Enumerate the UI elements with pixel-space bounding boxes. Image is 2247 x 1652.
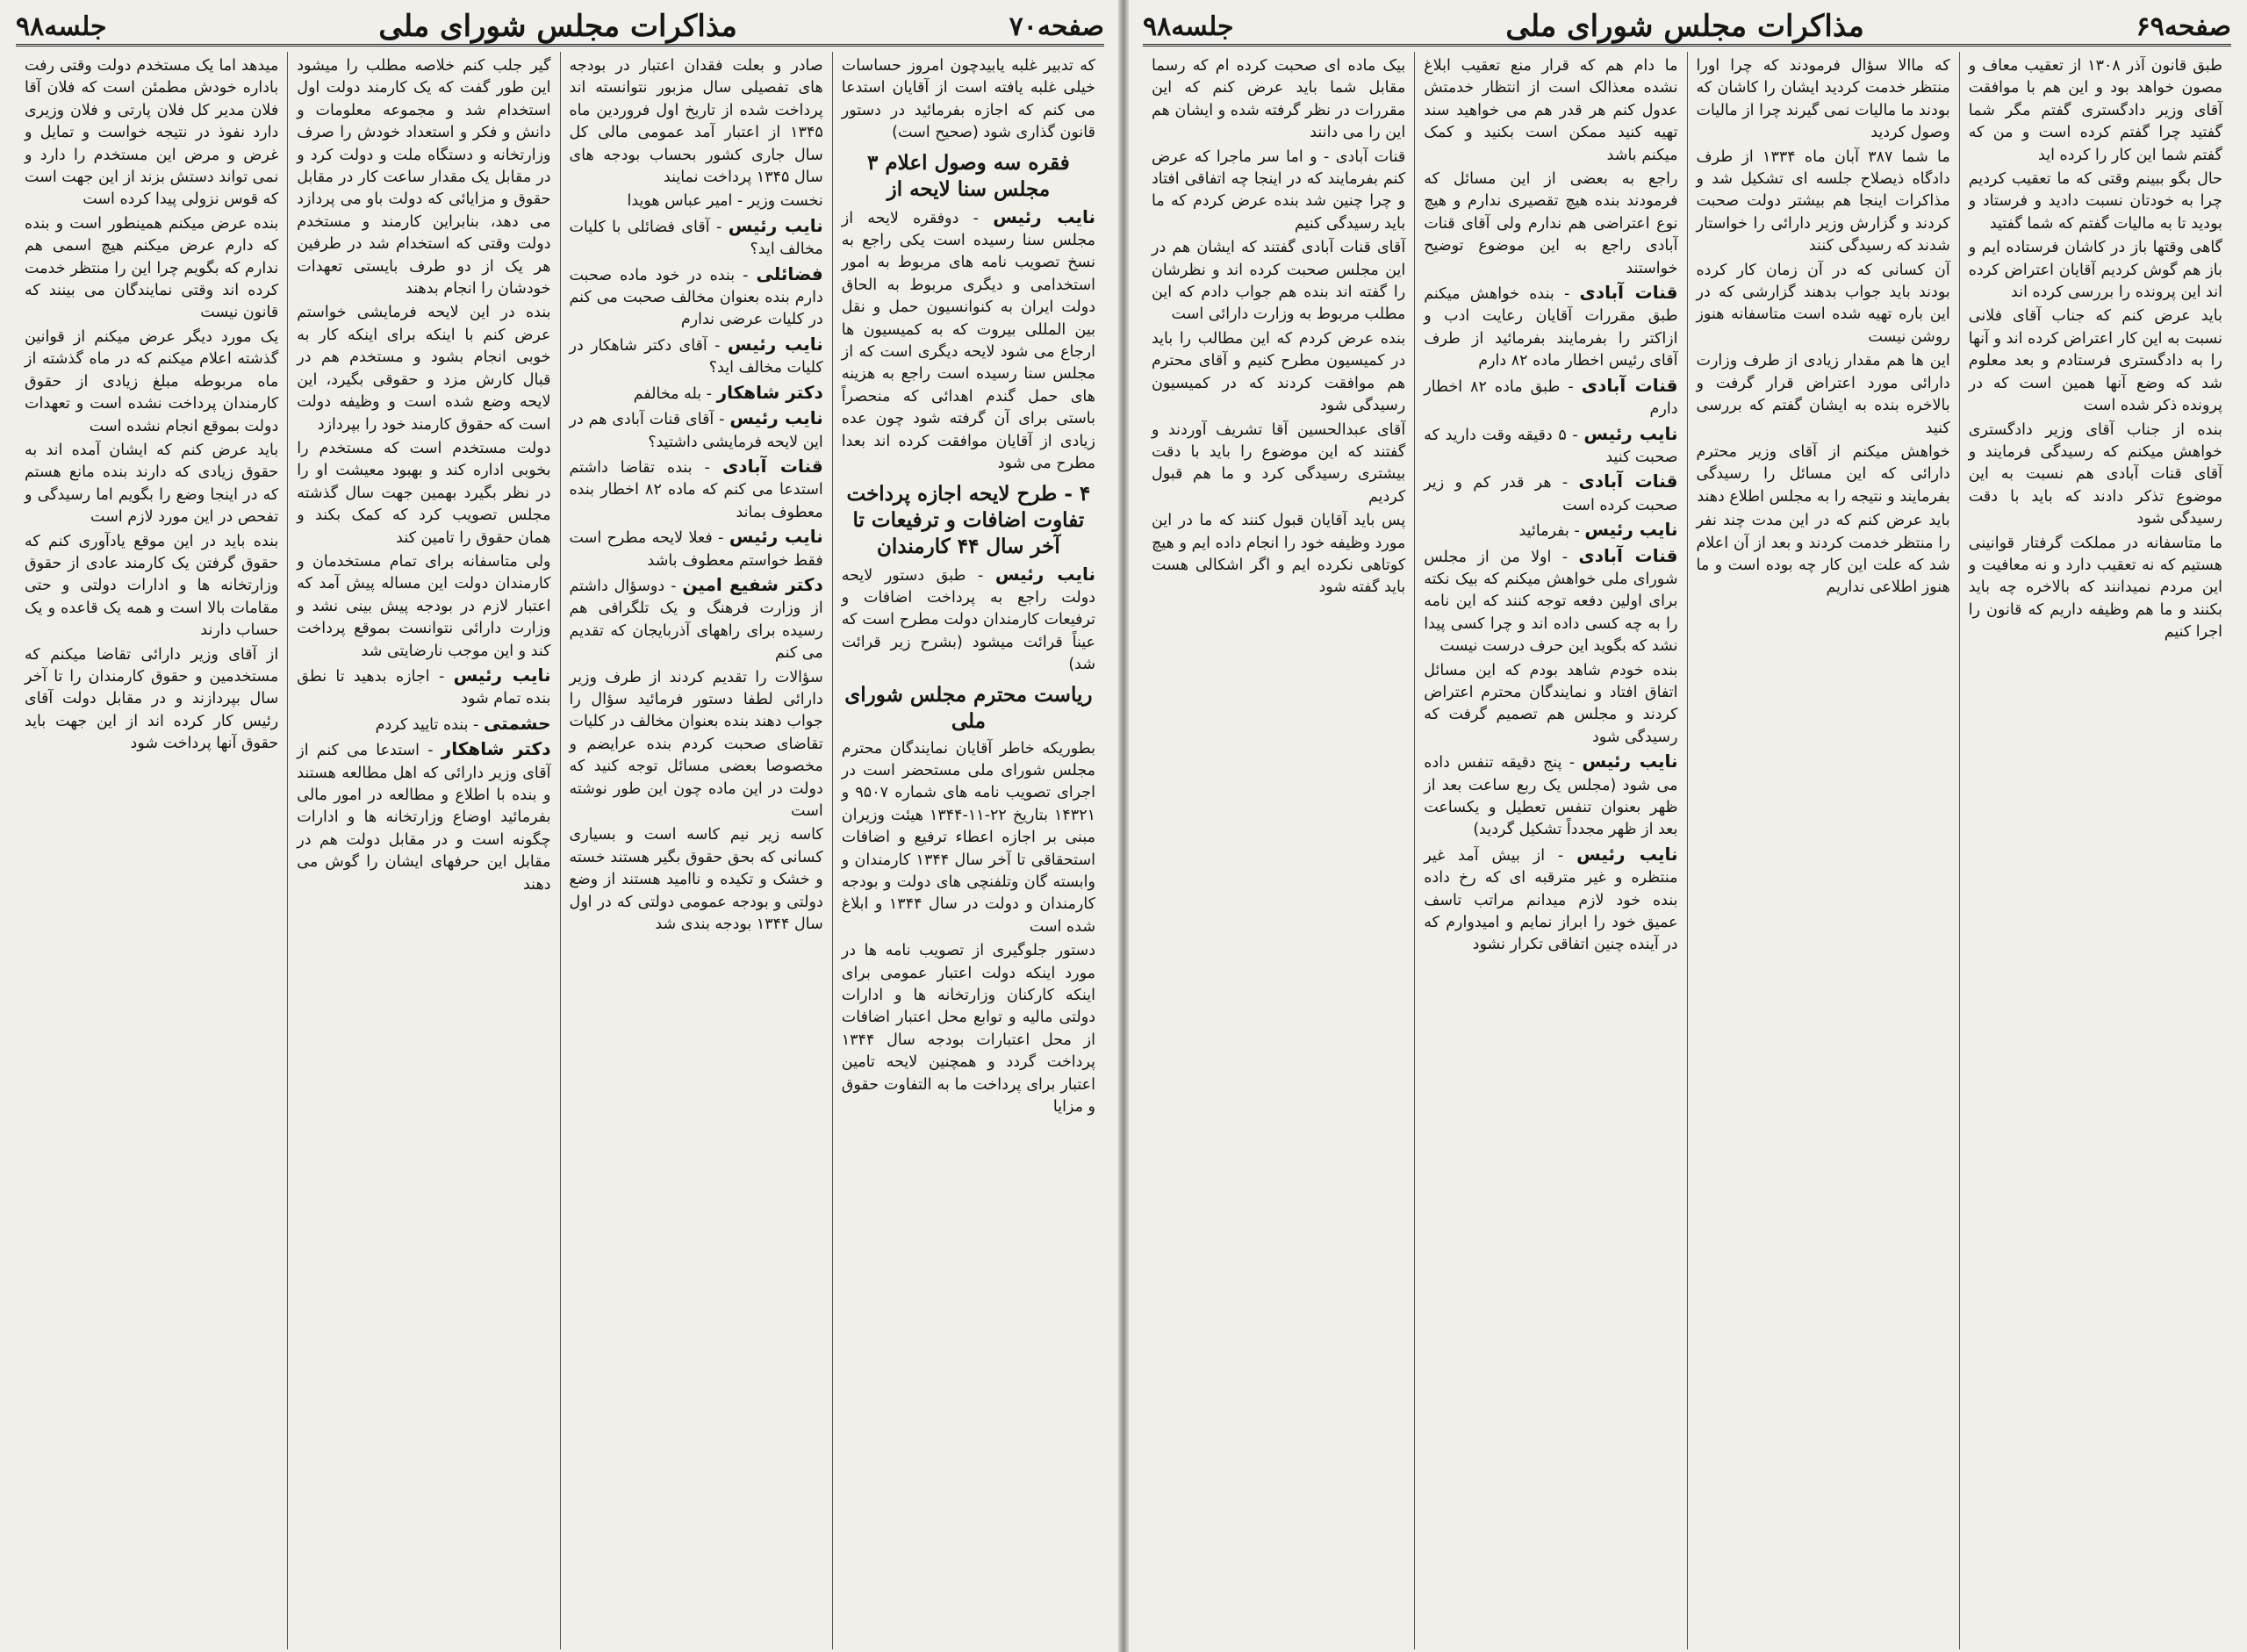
speech-text: - بفرمائید (1518, 522, 1580, 541)
paragraph: گاهی وقتها باز در کاشان فرستاده ایم و باز هم گوش کردیم آقایان اعتراض کرده اند این پرونده را بررسی کرده اند (1968, 239, 2222, 302)
left-column-4 (16, 52, 287, 1649)
paragraph: ما متاسفانه در مملکت گرفتار قوانینی هستیم که نه تعقیب دارد و نه معافیت و این مردم نمیدانند که بالاخره چه باید بکنند و ما هم وظیفه داریم که قانون را اجرا کنیم (1968, 534, 2222, 642)
speech (570, 526, 823, 572)
speaker-name: نایب رئیس (453, 664, 551, 686)
speech (570, 382, 823, 406)
speech-text: - آقای دکتر شاهکار در کلیات مخالف اید؟ (569, 336, 823, 377)
speech (570, 215, 823, 262)
speaker-name: دکتر شاهکار (716, 381, 823, 403)
right-page-header (1143, 9, 2231, 47)
left-column-1 (832, 52, 1104, 1649)
speech (1424, 470, 1677, 517)
speech-text: - طبق ماده ۸۲ اخطار دارم (1424, 377, 1678, 419)
speech-text: - آقای فضائلی با کلیات مخالف اید؟ (569, 218, 823, 259)
paragraph: بنده از جناب آقای وزیر دادگستری خواهش میکنم که رسیدگی فرمایند و آقای قنات آبادی هم نسبت به این موضوع تذکر دادند که باید با دقت رسیدگی شود (1968, 420, 2222, 528)
speech-text: - طبق دستور لایحه دولت راجع به پرداخت اضافات و ترفیعات کارمندان دولت مطرح است که عیناً قرائت میشود (بشرح زیر قرائت شد) (841, 566, 1095, 674)
speech (1424, 844, 1677, 957)
paragraph: از آقای وزیر دارائی تقاضا میکنم که مستخدمین و حقوق کارمندان را تا آخر سال بپردازند و در مقابل دولت آقای رئیس کار کرده اند از این جهت باید حقوق آنها پرداخت شود (25, 645, 279, 753)
speech-text: - بنده در خود ماده صحبت دارم بنده بعنوان مخالف صحبت می کنم در کلیات عرضی ندارم (569, 266, 823, 329)
speaker-name: نایب رئیس (994, 563, 1095, 585)
speech-text: - دوفقره لایحه از مجلس سنا رسیده است یکی راجع به نسخ تصویب نامه های مربوط به امور استخدامی و دیگری مربوط به الحاق دولت ایران به کنوانسیون حمل و نقل بین المللی بیروت که به کمیسیون ها ارجاع می شود لایحه دیگری است که از مجلس سنا رسیده است راجع به هزینه های حمل گندم اهدائی که منحصراً باستی برای آن گرفته شود چون عده زیادی از آقایان موافقت کرده اند بعدا مطرح می شود (841, 209, 1095, 473)
left-columns (16, 52, 1104, 1649)
speech-text: - آقای قنات آبادی هم در این لایحه فرمایشی داشتید؟ (569, 411, 823, 451)
signature-line: نخست وزیر - امیر عباس هویدا (627, 192, 823, 211)
paragraph: راجع به بعضی از این مسائل که فرمودند بنده هیچ تقصیری ندارم و هیچ نوع اعتراضی هم ندارم ولی آقای قنات آبادی راجع به این موضوع توضیح خواستند (1424, 170, 1678, 277)
speech-text: - بنده تقاضا داشتم استدعا می کنم که ماده ۸۲ اخطار بنده معطوف بماند (569, 458, 823, 521)
paragraph: ولی متاسفانه برای تمام مستخدمان و کارمندان دولت این مساله پیش آمد که اعتبار لازم در بودجه پیش بینی نشد و وزارت دارائی نتوانست بموقع پرداخت کند و این موجب نارضایتی شد (297, 552, 551, 660)
paragraph: حال بگو ببینم وقتی که ما تعقیب کردیم چرا به خودتان نسبت دادید و فرستاد و بودید تا به مالیات گفتم که شما گفتید (1968, 170, 2222, 233)
left-page-title: مذاکرات مجلس شورای ملی (378, 9, 737, 44)
paragraph: صادر و بعلت فقدان اعتبار در بودجه های تفصیلی سال مزبور نتوانسته اند پرداخت شده از تاریخ اول فروردین ماه ۱۳۴۵ از اعتبار آمد عمومی مالی کل سال جاری کشور بحساب بودجه های سال ۱۳۴۵ پرداخت نمایند (569, 57, 823, 187)
right-column-1 (1959, 52, 2231, 1649)
paragraph: یک مورد دیگر عرض میکنم از قوانین گذشته اعلام میکنم که در ماه گذشته از ماه مربوطه مبلغ زیادی از حقوق کارمندان پرداخت نشده است و تعهدات دولت بموقع انجام نشده است (25, 327, 279, 435)
paragraph: پس باید آقایان قبول کنند که ما در این مورد وظیفه خود را انجام داده ایم و هیچ کوتاهی نکرده ایم و اگر اشکالی هست باید گفته شود (1152, 512, 1406, 597)
speech (1424, 375, 1677, 421)
speech-text: - ۵ دقیقه وقت دارید که صحبت کنید (1424, 426, 1678, 466)
speech (1424, 751, 1677, 842)
speech (842, 564, 1095, 677)
speech (570, 334, 823, 380)
speech (570, 263, 823, 332)
speech (570, 456, 823, 524)
speech (297, 738, 550, 896)
speech (570, 407, 823, 454)
right-page-title: مذاکرات مجلس شورای ملی (1505, 9, 1864, 44)
paragraph: بنده عرض میکنم همینطور است و بنده که دارم عرض میکنم هیچ اسمی هم ندارم که بگویم چرا این را منتظر خدمت کرده اند وقتی نمایندگان می بینند که قانون نیست (25, 214, 279, 322)
left-session-label: جلسه۹۸ (16, 11, 107, 42)
speaker-name: قنات آبادی (1581, 374, 1678, 396)
speech-text: - پنج دقیقه تنفس داده می شود (مجلس یک ربع ساعت بعد از ظهر بعنوان تنفس تعطیل و یکساعت بعد از ظهر مجدداً تشکیل گردید) (1424, 754, 1678, 839)
paragraph: باید عرض کنم که جناب آقای فلانی نسبت به این کار اعتراض کرده اند و آنها را به دادگستری فرستادم و بعد معلوم شد که وضع آنها همین است که در پرونده ذکر شده است (1968, 307, 2222, 415)
speaker-name: قنات آبادی (1579, 282, 1678, 304)
paragraph: بنده در این لایحه فرمایشی خواستم عرض کنم با اینکه برای اینکه کار به خوبی انجام بشود و مستخدم هم در قبال کارش مزد و حقوقی بگیرد، این لایحه وضع شده است و وظیفه دولت است که حقوق کارمند خود را بپردازد (297, 304, 551, 434)
speaker-name: نایب رئیس (729, 526, 823, 548)
paragraph: این ها هم مقدار زیادی از طرف وزارت دارائی مورد اعتراض قرار گرفت و بالاخره بنده به ایشان گفتم که بررسی کنید (1696, 352, 1950, 437)
speaker-name: قنات آبادی (1578, 470, 1678, 492)
right-column-4 (1143, 52, 1414, 1649)
paragraph: باید عرض کنم که در این مدت چند نفر را منتظر خدمت کردند و بعد از آن اعلام شد که علت این کار چه بوده است و ما هنوز اطلاعی نداریم (1696, 512, 1950, 597)
paragraph: آن کسانی که در آن زمان کار کرده بودند باید جواب بدهند گزارشی که در این باره تهیه شده است متاسفانه هنوز روشن نیست (1696, 261, 1950, 346)
speech (842, 206, 1095, 476)
speaker-name: نایب رئیس (728, 214, 823, 236)
paragraph: بنده خودم شاهد بودم که این مسائل اتفاق افتاد و نمایندگان محترم اعتراض کردند و مجلس هم تصمیم گرفت که رسیدگی شود (1424, 661, 1678, 746)
speaker-name: نایب رئیس (1584, 519, 1678, 541)
section-heading: فقره سه وصول اعلام ۳ مجلس سنا لایحه از (867, 150, 1070, 201)
paragraph: آقای قنات آبادی گفتند که ایشان هم در این مجلس صحبت کرده اند و نظرشان را گفته اند بنده هم جواب دادم که این مطلب مربوط به وزارت دارائی است (1152, 239, 1406, 324)
speech (1424, 519, 1677, 542)
right-page (1125, 0, 2247, 1652)
speech-text: - بنده خواهش میکنم طبق مقررات آقایان رعایت ادب و ازاکتر را بفرمایند بفرمائید از طرف آقای رئیس اخطار ماده ۸۲ دارم (1424, 285, 1678, 370)
right-column-2 (1687, 52, 1959, 1649)
speaker-name: قنات آبادی (1578, 544, 1678, 566)
speech (297, 664, 550, 711)
speaker-name: دکتر شاهکار (441, 738, 551, 760)
section-heading: ۴ - طرح لایحه اجازه پرداخت تفاوت اضافات و ترفیعات تا آخر سال ۴۴ کارمندان (846, 481, 1091, 558)
paragraph: که تدبیر غلبه یابیدچون امروز حساسات خیلی غلبه یافته است از آقایان استدعا می کنم که اجازه بفرمائید در دستور قانون گذاری شود (صحیح است) (841, 57, 1095, 142)
right-columns (1143, 52, 2231, 1649)
speaker-name: نایب رئیس (1576, 843, 1678, 865)
speech-text: - بنده تایید کردم (375, 715, 479, 734)
speaker-name: نایب رئیس (993, 205, 1095, 227)
paragraph: بنده باید در این موقع یادآوری کنم که حقوق گرفتن یک کارمند عادی از حقوق وزارتخانه ها و ادارات دولتی و حتی مقامات بالا است و همه یک قاعده و یک حساب دارند (25, 532, 279, 640)
speech-text: - بله مخالفم (633, 384, 712, 403)
speech (297, 713, 550, 736)
paragraph: گیر جلب کنم خلاصه مطلب را میشود این طور گفت که یک کارمند دولت اول استخدام شد و مجموعه معلومات و دانش و فکر و استعداد خودش را صرف وزارتخانه و دستگاه ملت و دولت کرد و در مقابل یک مقدار ساعت کار در مقابل حقوق و مزایائی که دولت باو می پردازد می دهد، بنابراین کارمند و مستخدم دولت وقتی که استخدام شد در طرفین هر یک از دو طرف بایستی تعهدات خودشان را انجام بدهند (297, 57, 551, 298)
speech-text: - اجازه بدهید تا نطق بنده تمام شود (297, 667, 551, 708)
speaker-name: دکتر شفیع امین (682, 573, 823, 595)
paragraph: آقای عبدالحسین آقا تشریف آوردند و گفتند که این موضوع را باید با دقت بیشتری رسیدگی کرد و ما هم قبول کردیم (1152, 420, 1406, 506)
speech-text: - از بیش آمد غیر منتظره و غیر مترقبه ای که رخ داده بنده خود لازم میدانم مراتب تاسف عمیق خود را ابراز نمایم و امیدوارم که در آینده چنین اتفاقی تکرار نشود (1424, 846, 1678, 954)
left-column-3 (287, 52, 559, 1649)
speaker-name: نایب رئیس (1583, 422, 1678, 444)
speech (1424, 545, 1677, 658)
left-page (0, 0, 1122, 1652)
paragraph: میدهد اما یک مستخدم دولت وقتی رفت باداره خودش مطمئن است که فلان آقا فلان مدیر کل فلان پارتی و فلان وزیری دارد نفوذ در نتیجه خواست و تمایل و غرض و مرض این مستخدم را دارد و نمی تواند دستش بزند از این جهت است که قوس نزولی پیدا کرده است (25, 57, 279, 209)
paragraph: قنات آبادی - و اما سر ماجرا که عرض کنم بفرمایند که در اینجا چه اتفاقی افتاد و چرا چنین شد بنده عرض کردم که ما باید رسیدگی کنیم (1152, 147, 1406, 233)
speaker-name: فضائلی (756, 262, 823, 284)
letter-salutation: ریاست محترم مجلس شورای ملی (844, 682, 1093, 733)
right-column-3 (1414, 52, 1686, 1649)
speaker-name: نایب رئیس (727, 333, 823, 355)
speech (570, 574, 823, 665)
speech-text: - اولا من از مجلس شورای ملی خواهش میکنم که بیک نکته برای اولین دفعه توجه کنند که این نامه را به چه کسی داده اند و چرا کسی پیدا نشد که بگوید این حرف درست نیست (1424, 548, 1678, 656)
right-session-label: جلسه۹۸ (1143, 11, 1234, 42)
paragraph: کاسه زیر نیم کاسه است و بسیاری کسانی که بحق حقوق بگیر هستند خسته و خشک و تکیده و ناامید هستند از وضع دولتی و بودجه عمومی دولتی که در اول سال ۱۳۴۴ بودجه بندی شد (569, 826, 823, 934)
paragraph: بطوریکه خاطر آقایان نمایندگان محترم مجلس شورای ملی مستحضر است در اجرای تصویب نامه های شماره ۹۵۰۷ و ۱۴۳۲۱ بتاریخ ۲۲-۱۱-۱۳۴۴ هیئت وزیران مبنی بر اجازه اعطاء ترفیع و اضافات استحقاقی تا آخر سال ۱۳۴۴ کارمندان و وابسته گان وتلفنچی های دولت و بودجه کارمندان و دولت در سال ۱۳۴۴ و ابلاغ شده است (841, 739, 1095, 936)
paragraph: دستور جلوگیری از تصویب نامه ها در مورد اینکه دولت اعتبار عمومی برای اینکه کارکنان وزارتخانه ها و ادارات دولتی مالیه و توابع محل اعتبار اضافات از محل اعتبارات بودجه سال ۱۳۴۴ پرداخت گردد و همچنین لایحه تامین اعتبار برای پرداخت ما به التفاوت حقوق و مزایا (841, 942, 1095, 1117)
paragraph: ما دام هم که قرار منع تعقیب ابلاغ نشده معذالک است از انتظار خدمتش عدول کنم هر قدر هم می خواهید سند تهیه کنید ممکن است بکنید و کمک میکنم باشد (1424, 57, 1678, 164)
speaker-name: حشمتی (483, 712, 551, 734)
speech-text: - دوسؤال داشتم از وزارت فرهنگ و یک تلگرافی هم رسیده برای راههای آذربایجان که تقدیم می کنم (569, 577, 823, 663)
left-column-2 (560, 52, 832, 1649)
speech (1424, 423, 1677, 470)
speaker-name: نایب رئیس (729, 407, 823, 429)
speech-text: - فعلا لایحه مطرح است فقط خواستم معطوف باشد (569, 529, 823, 570)
paragraph: سؤالات را تقدیم کردند از طرف وزیر دارائی لطفا دستور فرمائید سؤال را جواب دهند بنده بعنوان مخالف در کلیات تقاضای صحبت کردم بنده عرایضم و مخصوصا بعضی مسائل توجه کنید که دولت در این ماده چون این طور نوشته است (569, 668, 823, 820)
speaker-name: نایب رئیس (1582, 751, 1678, 772)
right-page-number: صفحه۶۹ (2136, 11, 2231, 42)
left-page-number: صفحه۷۰ (1009, 11, 1104, 42)
paragraph: باید عرض کنم که ایشان آمده اند به حقوق زیادی که دارند بنده مانع هستم که در اینجا وضع را بگویم اما رسیدگی و تفحص در این مورد لازم است (25, 441, 279, 527)
speaker-name: قنات آبادی (721, 455, 823, 477)
paragraph: دولت مستخدم است که مستخدم را بخوبی اداره کند و بهبود معیشت او را در نظر بگیرد بهمین جهت سال گذشته مجلس تصویب کرد که کمک بکند و همان حقوق را تامین کند (297, 439, 551, 547)
left-page-header (16, 9, 1104, 47)
paragraph: ما شما ۳۸۷ آبان ماه ۱۳۳۴ از طرف دادگاه ذیصلاح جلسه ای تشکیل شد و مذاکرات اینجا هم بیشتر دولت صحبت کردند و گزارش وزیر دارائی را خواستار شدند که رسیدگی کنند (1696, 147, 1950, 255)
paragraph: خواهش میکنم از آقای وزیر محترم دارائی که این مسائل را رسیدگی بفرمایند و نتیجه را به مجلس اطلاع دهند (1696, 442, 1950, 506)
speech-text: - استدعا می کنم از آقای وزیر دارائی که اهل مطالعه هستند و بنده با اطلاع و مطالعه در امور مالی بفرمائید اوضاع وزارتخانه ها و ادارات چگونه است و در مقابل دولت هم در مقابل این حرفهای ایشان را گوش می دهند (297, 742, 551, 894)
paragraph: بیک ماده ای صحبت کرده ام که رسما مقابل شما باید عرض کنم که این مقررات در نظر گرفته شده و ایشان هم این را می دانند (1152, 57, 1406, 142)
paragraph: بنده عرض کردم که این مطالب را باید در کمیسیون مطرح کنیم و آقای محترم هم موافقت کردند که در کمیسیون رسیدگی شود (1152, 329, 1406, 415)
speech-text: - هر قدر کم و زیر صحبت کرده است (1424, 474, 1678, 514)
speech (1424, 282, 1677, 373)
paragraph: که ماالا سؤال فرمودند که چرا اورا منتظر خدمت کردید ایشان را کاشان که بودند ما مالیات نمی گیرند چرا از مالیات وصول کردید (1696, 57, 1950, 142)
paragraph: طبق قانون آذر ۱۳۰۸ از تعقیب معاف و مصون خواهد بود و این هم با موافقت آقای وزیر دادگستری گفتم مگر شما گفتید چرا گفتم کرده است و من که گفتم شما این کار را کرده اید (1968, 57, 2223, 164)
